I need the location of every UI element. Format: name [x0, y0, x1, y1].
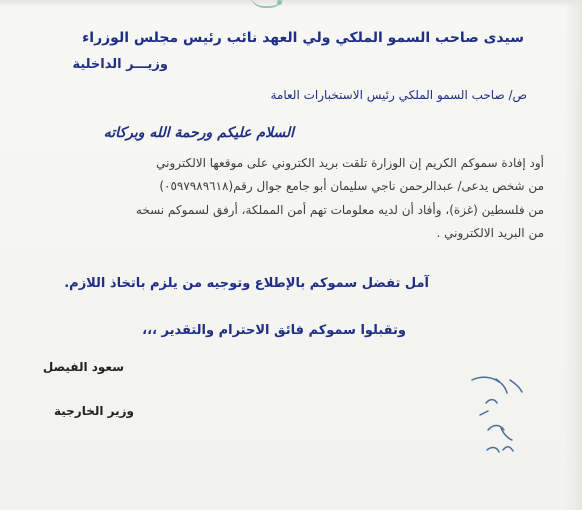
addressee-line-2: وزيـــر الداخلية	[72, 57, 168, 72]
crest-dot-icon	[277, 0, 282, 5]
body-line-1: أود إفادة سموكم الكريم إن الوزارة تلقت بريد الكتروني على موقعها الالكتروني	[156, 156, 544, 170]
handwritten-stroke-4	[486, 400, 497, 403]
handwritten-note-icon	[430, 368, 550, 468]
handwritten-stroke-1	[472, 377, 499, 382]
handwritten-stroke-2	[496, 379, 507, 393]
addressee-line-1: سيدى صاحب السمو الملكي ولي العهد نائب رئيس مجلس الوزراء	[82, 30, 524, 46]
handwritten-stroke-5	[480, 411, 488, 415]
closing-line: وتقبلوا سموكم فائق الاحترام والتقدير ،،،	[142, 323, 406, 338]
greeting-line: السلام عليكم ورحمة الله وبركاته	[103, 125, 294, 141]
top-edge-shadow	[0, 0, 582, 8]
right-edge-shadow	[564, 0, 582, 510]
handwritten-stroke-8	[487, 448, 499, 452]
handwritten-stroke-3	[510, 380, 522, 392]
request-line: آمل تفضل سموكم بالإطلاع وتوجيه من يلزم باتخاذ اللازم.	[64, 276, 429, 291]
body-line-4: من البريد الالكتروني .	[436, 226, 544, 240]
copy-to-line: ص/ صاحب السمو الملكي رئيس الاستخبارات العامة	[270, 88, 527, 102]
signature-title: وزير الخارجية	[53, 404, 134, 418]
body-line-3: من فلسطين (غزة)، وأفاد أن لديه معلومات تهم أمن المملكة، أرفق لسموكم نسخه	[135, 203, 544, 217]
signature-name: سعود الفيصل	[42, 360, 124, 374]
handwritten-stroke-9	[503, 447, 513, 451]
body-line-2: من شخص يدعى/ عبدالرحمن ناجي سليمان أبو جامع جوال رقم(٠٥٩٧٩٨٩٦١٨)	[159, 179, 544, 193]
handwritten-stroke-7	[501, 428, 512, 440]
